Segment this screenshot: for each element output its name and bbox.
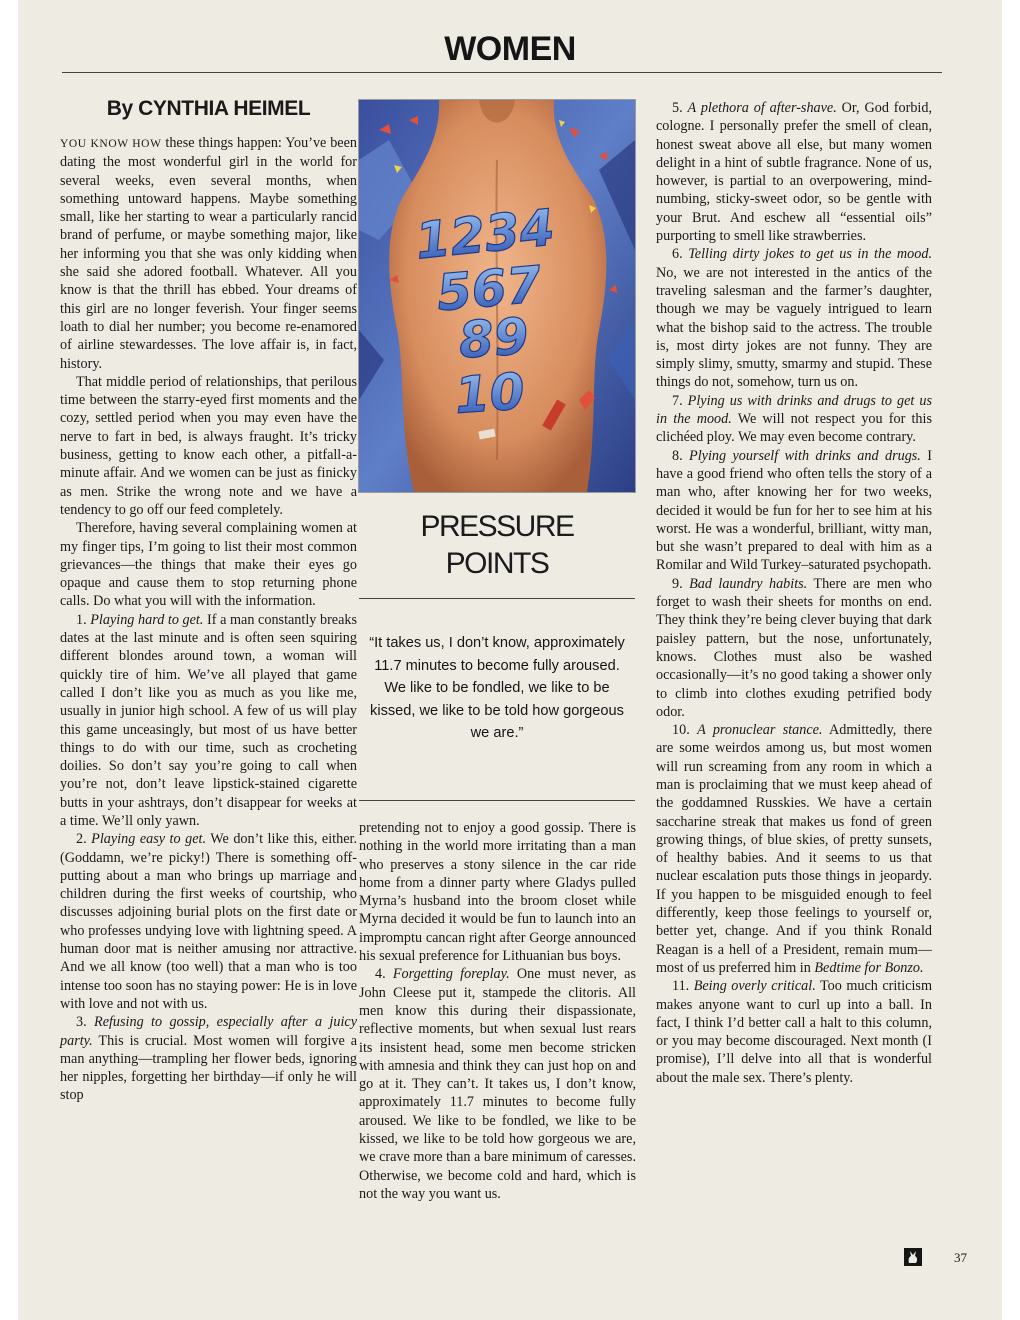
list-item: 3. Refusing to gossip, especially after a juicy party. This is crucial. Most women will forgive a man anything—trampling her flower beds, ignoring her nipples, forgetting her birthday—if only he will stop [60,1014,358,1104]
pullquote-rule-top [359,598,635,599]
paragraph: That middle period of relationships, that perilous time between the starry-eyed first moments and the cozy, settled period when you may even have the nerve to fart in bed, is always fraught. It’s tricky business, getting to know each other, a pitfall-a-minute affair. And we women can be just as finicky as men. Strike the wrong note and we have a tendency to go off our feed completely. [60,373,357,518]
item-title: A pronuclear stance. [697,722,823,739]
headline: PRESSURE POINTS [420,510,574,580]
pullquote: “It takes us, I don’t know, approximately 11.7 minutes to become fully aroused. We like to be fondled, we like to be kissed, we like to be told how gorgeous we are.” [369,635,625,741]
item-title: Being overly critical. [693,978,816,995]
painted-number: 89 [456,307,531,370]
pullquote-rule-bottom [359,800,635,801]
header-rule [62,72,942,73]
lead-smallcaps: YOU KNOW HOW [60,138,162,150]
item-title: Telling dirty jokes to get us in the mood. [688,246,933,263]
painted-number: 1234 [412,198,558,271]
item-title: Playing easy to get. [91,831,206,848]
lead-paragraph: YOU KNOW HOW these things happen: You’ve been dating the most wonderful girl in the world for several weeks, even several months, when something untoward happens. Maybe something small, like her starting to wear a particularly rancid brand of perfume, or maybe something major, like her informing you that she was only kidding when she said she adored football. Whatever. All you know is that the thrill has ebbed. Your dreams of this girl are no longer feverish. Your finger seems loath to dial her number; you become re-enamored of airline stewardesses. The love affair is, in fact, history. [60,135,357,372]
magazine-page [18,0,1002,1320]
painted-back-with-numbers-illustration [359,100,635,492]
paragraph: Therefore, having several complaining women at my finger tips, I’m going to list their most common grievances—the things that make their eyes go opaque and cause them to stop returning phone calls. Do what you will with the information. [60,520,357,610]
list-item: 2. Playing easy to get. We don’t like this, either. (Goddamn, we’re picky!) There is something off-putting about a man who brings up marriage and children during the first weeks of courtship, who discusses adjoining burial plots on the first date or who professes undying love with lightning speed. A human door mat is neither amusing nor attractive. And we all know (too well) that a man who is too intense too soon has no staying power: He is in love with love and not with us. [60,831,357,1012]
list-item: 11. Being overly critical. Too much criticism makes anyone want to curl up into a ball. In fact, I think I’d better call a halt to this column, or you may become discouraged. Next month (I promise), I’ll delve into all that is wonderful about the male sex. There’s plenty. [656,978,932,1086]
byline: By CYNTHIA HEIMEL [106,97,311,120]
list-item: 7. Plying us with drinks and drugs to get us in the mood. We will not respect you for this clichéed ploy. We may even become contrary. [656,392,932,446]
article-column-3 [656,99,932,1087]
section-title: WOMEN [444,30,576,68]
item-title: Plying yourself with drinks and drugs. [689,447,921,464]
item-title: A plethora of after-shave. [687,100,837,116]
painted-number: 10 [452,362,527,426]
paragraph: pretending not to enjoy a good gossip. There is nothing in the world more irritating than a man who preserves a stony silence in the car ride home from a dinner party where Gladys pulled Myrna’s husband into the broom closet while Myrna decided it would be fun to launch into an impromptu cancan right after George announced his sexual preference for Lithuanian bus boys. [359,820,636,965]
painted-number: 567 [434,255,544,323]
list-item: 4. Forgetting foreplay. One must never, as John Cleese put it, stampede the clitoris. All men know this during their dispassionate, reflective moments, but when sexual lust rears its insistent head, some men become stricken with amnesia and think they can just hop on and go at it. They can’t. It takes us, I don’t know, approximately 11.7 minutes to become fully aroused. We like to be fondled, we like to be kissed, we like to be told how gorgeous we are, we crave more than a bare minimum of caresses. Otherwise, we become cold and hard, which is not the way you want us. [359,966,636,1202]
list-item: 8. Plying yourself with drinks and drugs. I have a good friend who often tells the story of a man who, after knowing her for two weeks, decided it would be fun for her to see him at his worst. He was a wonderful, brilliant, witty man, but she wasn’t prepared to deal with him as a Romilar and Wild Turkey–saturated psychopath. [656,447,932,574]
article-column-1 [60,134,357,1105]
list-item: 10. A pronuclear stance. Admittedly, there are some weirdos among us, but most women will run screaming from any room in which a man is proclaiming that we must keep ahead of the goddamned Russkies. We have a certain saccharine streak that makes us fond of green growing things, of blue skies, of pretty sunsets, of healthy babies. And it seems to us that nuclear escalation puts those things in jeopardy. If you happen to be misguided enough to feel differently, keep those feelings to yourself or, better yet, change. And if you think Ronald Reagan is a hell of a President, remain mum—most of us preferred him in Bedtime for Bonzo. [656,722,932,976]
list-item: 6. Telling dirty jokes to get us in the mood. No, we are not interested in the antics of the traveling salesman and the farmer’s daughter, though we may be vaguely intrigued to learn what the bishop said to the actress. The trouble is, most dirty jokes are not funny. They are simply slimy, smutty, smarmy and stupid. These things do not, somehow, turn us on. [656,246,933,391]
list-item: 5. A plethora of after-shave. Or, God forbid, cologne. I personally prefer the smell of clean, honest sweat above all else, but many women delight in a hint of subtle fragrance. None of us, however, is partial to an overpowering, mind-numbing, sticky-sweet odor, so be gentle with your Brut. And eschew all “essential oils” purporting to smell like strawberries. [656,100,933,245]
item-title: Forgetting foreplay. [392,966,510,983]
list-item: 9. Bad laundry habits. There are men who forget to wash their sheets for months on end. They think they’re being clever buying that dark paisley pattern, but the nose, unfortunately, knows. Clothes must also be washed occasionally—it’s no good taking a shower only to climb into clothes exuding petrified body odor. [656,575,932,720]
list-item: 1. Playing hard to get. If a man constantly breaks dates at the last minute and is often seen squiring different blondes around town, a woman will quickly tire of him. We’ve all played that game called I don’t like you as much as you like me, usually in junior high school. A few of us will play this game unceasingly, but most of us have better things to do with our time, such as crocheting doilies. So don’t say you’re going to call when you’re not, don’t leave lipstick-stained cigarette butts in your ashtrays, don’t disappear for weeks at a time. We’ll only yawn. [60,611,358,829]
item-title: Plying us with drinks and drugs to get us in the mood. [656,392,932,428]
rabbit-head-end-mark-icon [904,1248,922,1266]
article-column-2 [359,819,636,1203]
item-title: Bad laundry habits. [689,575,808,592]
item-title: Refusing to gossip, especially after a juicy party. [60,1014,358,1049]
item-title: Playing hard to get. [90,611,204,628]
page-number: 37 [954,1250,967,1265]
